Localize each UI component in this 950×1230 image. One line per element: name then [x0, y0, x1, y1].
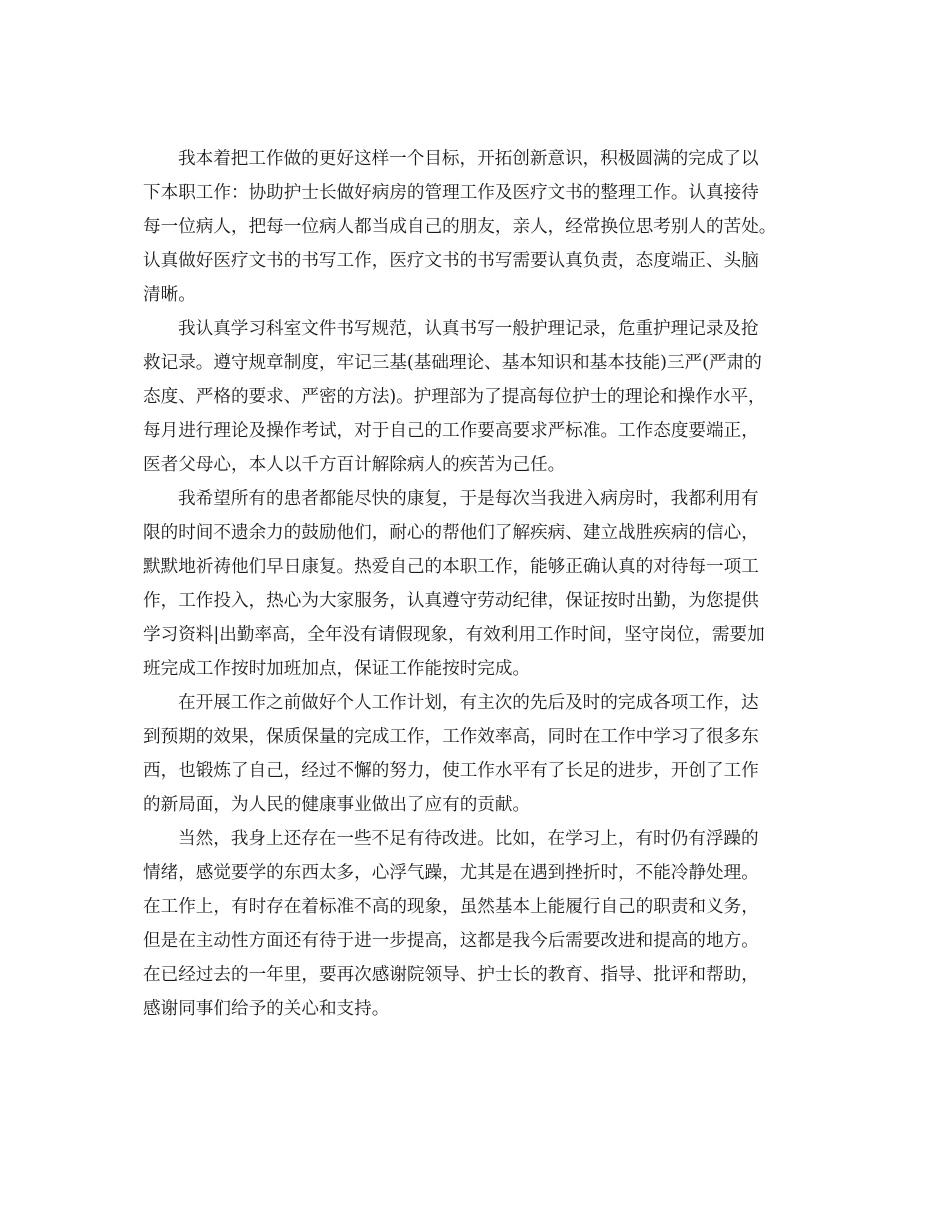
- text-line: 感谢同事们给予的关心和支持。: [143, 999, 390, 1019]
- text-line: 态度、严格的要求、严密的方法)。护理部为了提高每位护士的理论和操作水平，: [143, 387, 766, 407]
- text-line: 每一位病人，把每一位病人都当成自己的朋友，亲人，经常换位思考别人的苦处。: [143, 217, 777, 237]
- text-line: 每月进行理论及操作考试，对于自己的工作要高要求严标准。工作态度要端正，: [143, 421, 759, 441]
- text-line: 认真做好医疗文书的书写工作，医疗文书的书写需要认真负责，态度端正、头脑: [143, 251, 759, 271]
- text-line: 救记录。遵守规章制度，牢记三基(基础理论、基本知识和基本技能)三严(严肃的: [143, 353, 762, 373]
- text-line: 默默地祈祷他们早日康复。热爱自己的本职工作，能够正确认真的对待每一项工: [143, 557, 759, 577]
- text-line: 限的时间不遗余力的鼓励他们，耐心的帮他们了解疾病、建立战胜疾病的信心，: [143, 523, 759, 543]
- text-line: 班完成工作按时加班加点，保证工作能按时完成。: [143, 659, 531, 679]
- paragraph-5: [143, 822, 808, 1026]
- document-body: [143, 142, 808, 1026]
- paragraph-2: [143, 312, 808, 482]
- paragraph-1: [143, 142, 808, 312]
- text-line: 在工作上，有时存在着标准不高的现象，虽然基本上能履行自己的职责和义务，: [143, 897, 759, 917]
- text-line: 在已经过去的一年里，要再次感谢院领导、护士长的教育、指导、批评和帮助，: [143, 965, 759, 985]
- text-line: 到预期的效果，保质保量的完成工作，工作效率高，同时在工作中学习了很多东: [143, 727, 759, 747]
- text-line: 西，也锻炼了自己，经过不懈的努力，使工作水平有了长足的进步，开创了工作: [143, 761, 759, 781]
- text-line: 但是在主动性方面还有待于进一步提高，这都是我今后需要改进和提高的地方。: [143, 931, 759, 951]
- text-line: 当然，我身上还存在一些不足有待改进。比如，在学习上，有时仍有浮躁的: [178, 829, 759, 849]
- text-line: 下本职工作：协助护士长做好病房的管理工作及医疗文书的整理工作。认真接待: [143, 183, 759, 203]
- text-line: 我希望所有的患者都能尽快的康复，于是每次当我进入病房时，我都利用有: [178, 489, 759, 509]
- text-line: 情绪，感觉要学的东西太多，心浮气躁，尤其是在遇到挫折时，不能冷静处理。: [143, 863, 759, 883]
- text-line: 学习资料|出勤率高，全年没有请假现象，有效利用工作时间，坚守岗位，需要加: [143, 625, 765, 645]
- text-line: 医者父母心，本人以千方百计解除病人的疾苦为己任。: [143, 455, 566, 475]
- text-line: 我本着把工作做的更好这样一个目标，开拓创新意识，积极圆满的完成了以: [178, 149, 759, 169]
- paragraph-3: [143, 482, 808, 686]
- text-line: 我认真学习科室文件书写规范，认真书写一般护理记录，危重护理记录及抢: [178, 319, 759, 339]
- text-line: 清晰。: [143, 285, 196, 305]
- paragraph-4: [143, 686, 808, 822]
- text-line: 的新局面，为人民的健康事业做出了应有的贡献。: [143, 795, 531, 815]
- text-line: 在开展工作之前做好个人工作计划，有主次的先后及时的完成各项工作，达: [178, 693, 759, 713]
- text-line: 作，工作投入，热心为大家服务，认真遵守劳动纪律，保证按时出勤，为您提供: [143, 591, 759, 611]
